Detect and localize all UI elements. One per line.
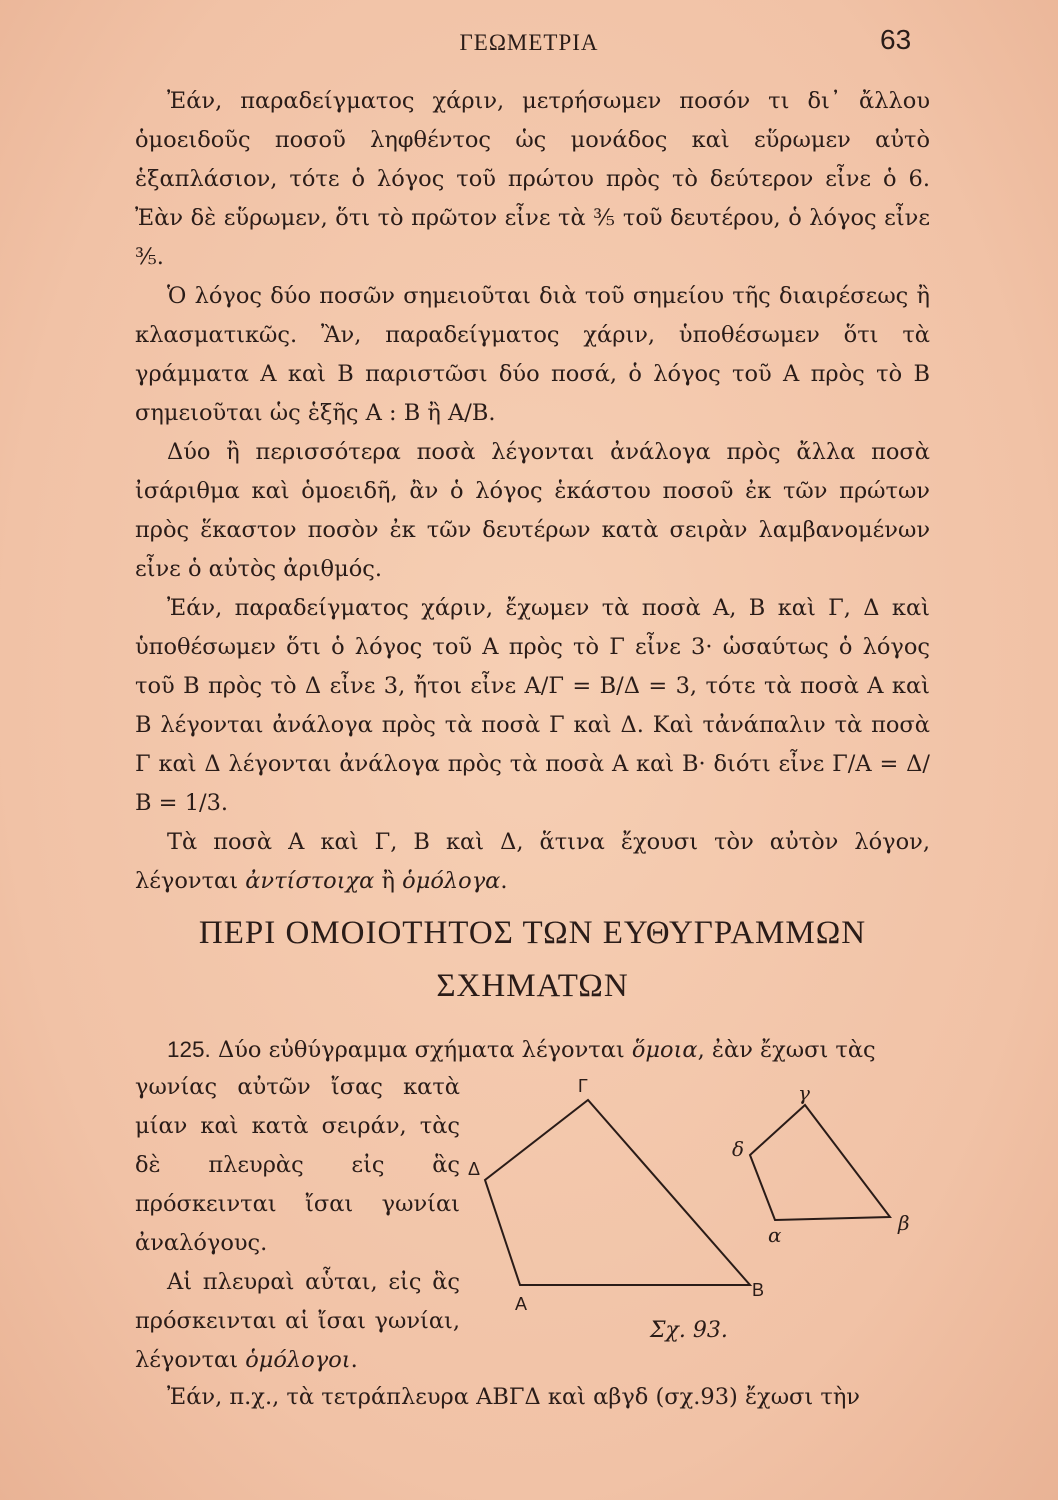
figure-93-drawing <box>470 1060 940 1360</box>
label-D: Δ <box>468 1159 481 1179</box>
paragraph-1: Ἐάν, παραδείγματος χάριν, μετρήσωμεν ποσόν τι δι᾽ ἄλλου ὁμοειδοῦς ποσοῦ ληφθέντος ὡς μονάδος καὶ εὕρωμεν αὐτὸ ἑξαπλάσιον, τότε ὁ λόγος τοῦ πρώτου πρὸς τὸ δεύτερον εἶνε ὁ 6. Ἐὰν δὲ εὕρωμεν, ὅτι τὸ πρῶτον εἶνε τὰ ⅗ τοῦ δευτέρου, ὁ λόγος εἶνε ⅗. <box>135 88 930 270</box>
label-G: Γ <box>578 1076 588 1096</box>
paragraph-number: 125. <box>167 1037 211 1062</box>
paragraph-homologous-end: . <box>350 1347 358 1373</box>
paragraph-4: Ἐάν, παραδείγματος χάριν, ἔχωμεν τὰ ποσὰ Α, Β καὶ Γ, Δ καὶ ὑποθέσωμεν ὅτι ὁ λόγος τοῦ Α πρὸς τὸ Γ εἶνε 3· ὡσαύτως ὁ λόγος τοῦ Β πρὸς τὸ Δ εἶνε 3, ἤτοι εἶνε Α/Γ = Β/Δ = 3, τότε τὰ ποσὰ Α καὶ Β λέγονται ἀνάλογα πρὸς τὰ ποσὰ Γ καὶ Δ. Καὶ τἀνάπαλιν τὰ ποσὰ Γ καὶ Δ λέγονται ἀνάλογα πρὸς τὰ ποσὰ Α καὶ Β· διότι εἶνε Γ/Α = Δ/Β = 1/3. <box>135 595 930 816</box>
label-g: γ <box>798 1081 810 1105</box>
label-B: Β <box>752 1280 765 1300</box>
main-text <box>135 82 930 901</box>
small-quadrilateral <box>750 1105 890 1220</box>
label-d: δ <box>732 1137 745 1161</box>
paragraph-5 <box>135 823 930 901</box>
paragraph-125-narrow-column <box>135 1068 460 1380</box>
paragraph-homologous-lead: Αἱ πλευραὶ αὗται, εἰς ἃς πρόσκεινται αἱ ἴσαι γωνίαι, λέγονται <box>135 1269 460 1373</box>
term-antistoicha: ἀντίστοιχα <box>245 868 375 894</box>
paragraph-5-text: Τὰ ποσὰ Α καὶ Γ, Β καὶ Δ, ἅτινα ἔχουσι τὸν αὐτὸν λόγον, λέγονται <box>135 829 930 894</box>
figure-caption: Σχ. 93. <box>650 1318 728 1343</box>
paragraph-homologous <box>135 1263 460 1380</box>
last-line: Ἐάν, π.χ., τὰ τετράπλευρα ΑΒΓΔ καὶ αβγδ (σχ.93) ἔχωσι τὴν <box>167 1384 860 1410</box>
label-b: β <box>898 1211 910 1235</box>
paragraph-2: Ὁ λόγος δύο ποσῶν σημειοῦται διὰ τοῦ σημείου τῆς διαιρέσεως ἢ κλασματικῶς. Ἂν, παραδείγματος χάριν, ὑποθέσωμεν ὅτι τὰ γράμματα Α καὶ Β παριστῶσι δύο ποσά, ὁ λόγος τοῦ Α πρὸς τὸ Β σημειοῦται ὡς ἑξῆς Α : Β ἢ Α/Β. <box>135 283 930 426</box>
paragraph-125-rest: , ἐὰν ἔχωσι τὰς <box>697 1037 876 1063</box>
label-a: α <box>768 1223 782 1247</box>
term-homoia: ὅμοια <box>631 1037 698 1063</box>
running-head: ΓΕΩΜΕΤΡΙΑ <box>459 30 599 55</box>
paragraph-125-lead: Δύο εὐθύγραμμα σχήματα λέγονται <box>217 1037 625 1063</box>
term-homologa: ὁμόλογα <box>402 868 501 894</box>
figure-93 <box>470 1060 940 1360</box>
label-A: Α <box>515 1294 528 1314</box>
large-quadrilateral <box>485 1100 750 1285</box>
term-homologoi: ὁμόλογοι <box>245 1347 351 1373</box>
paragraph-3: Δύο ἢ περισσότερα ποσὰ λέγονται ἀνάλογα πρὸς ἄλλα ποσὰ ἰσάριθμα καὶ ὁμοειδῆ, ἂν ὁ λόγος ἑκάστου ποσοῦ ἐκ τῶν πρώτων πρὸς ἕκαστον ποσὸν ἐκ τῶν δευτέρων κατὰ σειρὰν λαμβανομένων εἶνε ὁ αὐτὸς ἀριθμός. <box>135 439 930 582</box>
paragraph-5-end: . <box>500 868 508 894</box>
page-number: 63 <box>880 24 912 55</box>
section-heading-line-1: ΠΕΡΙ ΟΜΟΙΟΤΗΤΟΣ ΤΩΝ ΕΥΘΥΓΡΑΜΜΩΝ <box>198 915 867 951</box>
paragraph-125-continuation: γωνίας αὐτῶν ἴσας κατὰ μίαν καὶ κατὰ σειράν, τὰς δὲ πλευρὰς εἰς ἃς πρόσκεινται ἴσαι γωνίαι ἀναλόγους. <box>135 1074 460 1256</box>
section-heading-line-2: ΣΧΗΜΑΤΩΝ <box>436 968 629 1004</box>
paragraph-5-or: ἢ <box>381 868 396 894</box>
